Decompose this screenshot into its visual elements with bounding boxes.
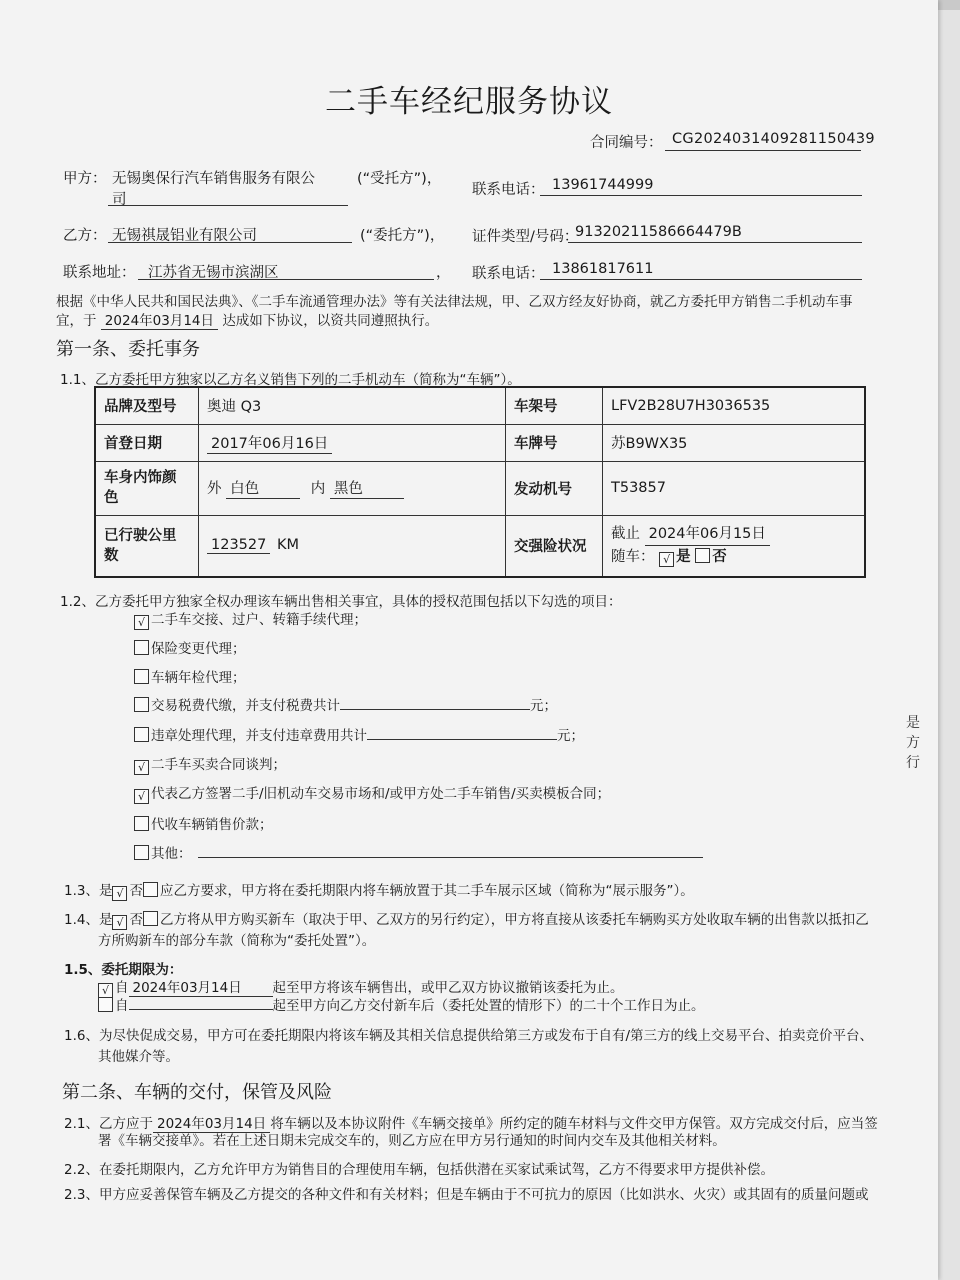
term-option-1-text: 起至甲方将该车辆售出，或甲乙双方协议撤销该委托为止。 <box>272 980 624 996</box>
auth-item-suffix: 元； <box>530 698 557 714</box>
auth-item-text: 二手车交接、过户、转籍手续代理； <box>151 612 367 628</box>
party-a-underline <box>108 205 348 206</box>
clause-1-2-intro: 1.2、乙方委托甲方独家全权办理该车辆出售相关事宜，具体的授权范围包括以下勾选的项目： <box>60 594 622 610</box>
int-color-value: 黑色 <box>330 477 404 499</box>
auth-item <box>134 842 703 862</box>
preamble-pre: 宜，于 <box>56 313 97 329</box>
plate-value: 苏B9WX35 <box>603 424 866 461</box>
auth-checkbox[interactable] <box>134 697 149 712</box>
mileage-unit: KM <box>276 537 299 554</box>
party-a-phone-label: 联系电话： <box>472 182 545 198</box>
auth-item <box>134 608 367 630</box>
party-b-id-value: 91320211586664479B <box>575 224 742 240</box>
mileage-value: 123527 <box>207 537 270 554</box>
int-color-prefix: 内 <box>310 481 326 497</box>
term-option-2 <box>98 994 705 1014</box>
with-car-row <box>611 546 856 568</box>
clause-2-1-post: 将车辆以及本协议附件《车辆交接单》所约定的随车材料与文件交甲方保管。双方完成交付后，应当签 <box>270 1116 878 1132</box>
auth-item-text: 代表乙方签署二手/旧机动车交易市场和/或甲方处二手车销售/买卖模板合同； <box>151 786 611 802</box>
clause-1-3-pre: 1.3、是 <box>64 883 113 899</box>
auth-item-text: 代收车辆销售价款； <box>151 817 273 833</box>
insurance-label: 交强险状况 <box>506 515 603 577</box>
term-from: 自 <box>115 998 129 1014</box>
clause-1-4-yes-checkbox[interactable]: √ <box>112 915 127 930</box>
clause-1-6-line1: 1.6、为尽快促成交易，甲方可在委托期限内将该车辆及其相关信息提供给第三方或发布于自有/第三方的线上交易平台、拍卖竞价平台、 <box>64 1028 874 1044</box>
other-blank[interactable] <box>198 843 703 858</box>
clause-1-3-mid: 否 <box>129 883 143 899</box>
mileage-label: 已行驶公里数 <box>95 515 199 577</box>
party-b-label: 乙方： <box>63 228 107 244</box>
contract-number-underline <box>665 150 861 151</box>
color-cell <box>199 461 506 515</box>
preamble-line2 <box>56 309 438 330</box>
party-b-id-label: 证件类型/号码： <box>472 229 579 245</box>
party-b-address-comma: ， <box>436 265 451 281</box>
contract-number-label: 合同编号： <box>590 135 663 151</box>
vin-value: LFV2B28U7H3036535 <box>603 387 866 424</box>
vin-label: 车架号 <box>506 387 603 424</box>
party-b-phone-label: 联系电话： <box>472 266 545 282</box>
table-row <box>95 461 865 515</box>
mileage-cell <box>199 515 506 577</box>
auth-item <box>134 813 273 833</box>
with-car-yes-checkbox[interactable]: √ <box>659 552 674 567</box>
clause-1-3-yes-checkbox[interactable]: √ <box>112 886 127 901</box>
clause-2-2: 2.2、在委托期限内，乙方允许甲方为销售目的合理使用车辆，包括供潜在买家试乘试驾，乙方不得要求甲方提供补偿。 <box>64 1162 774 1178</box>
brand-value: 奥迪 Q3 <box>199 387 506 424</box>
clause-1-1: 1.1、乙方委托甲方独家以乙方名义销售下列的二手机动车（简称为“车辆”）。 <box>60 372 521 388</box>
party-b-role: (“委托方”)， <box>360 228 445 244</box>
party-a-phone-underline <box>540 195 862 196</box>
insurance-cell <box>603 515 866 577</box>
clause-1-5-heading: 1.5、委托期限为： <box>64 962 183 978</box>
with-car-no-label: 否 <box>712 549 727 566</box>
with-car-label: 随车： <box>611 549 655 566</box>
auth-checkbox[interactable]: √ <box>134 789 149 804</box>
section-1-heading: 第一条、委托事务 <box>56 339 200 360</box>
auth-item <box>134 753 286 775</box>
clause-1-4-no-checkbox[interactable] <box>143 911 158 926</box>
ext-color-value: 白色 <box>226 477 300 499</box>
clause-1-4-mid: 否 <box>129 912 143 928</box>
section-2-heading: 第二条、车辆的交付，保管及风险 <box>62 1082 332 1103</box>
tax-amount-blank[interactable] <box>340 695 530 710</box>
auth-item-suffix: 元； <box>557 728 584 744</box>
auth-item <box>134 637 246 657</box>
auth-checkbox[interactable] <box>134 816 149 831</box>
reg-date-label: 首登日期 <box>95 424 199 461</box>
term-start-date: 2024年03月14日 <box>129 976 273 997</box>
term-option-2-checkbox[interactable] <box>98 997 113 1012</box>
delivery-date: 2024年03月14日 <box>153 1112 270 1133</box>
auth-checkbox[interactable]: √ <box>134 760 149 775</box>
auth-item <box>134 782 610 804</box>
contract-number: CG2024031409281150439 <box>672 131 875 147</box>
clause-1-3 <box>64 879 694 901</box>
auth-checkbox[interactable] <box>134 640 149 655</box>
brand-label: 品牌及型号 <box>95 387 199 424</box>
clause-1-3-post: 应乙方要求，甲方将在委托期限内将车辆放置于其二手车展示区域（简称为“展示服务”）。 <box>159 883 694 899</box>
party-b-address-label: 联系地址： <box>63 265 136 281</box>
party-a-phone: 13961744999 <box>552 177 654 193</box>
auth-item-text: 违章处理代理，并支付违章费用共计 <box>151 728 367 744</box>
clause-1-3-no-checkbox[interactable] <box>143 882 158 897</box>
auth-item <box>134 724 584 744</box>
auth-item-text: 其他： <box>151 846 192 862</box>
clause-1-4-post: 乙方将从甲方购买新车（取决于甲、乙双方的另行约定），甲方将直接从该委托车辆购买方处收取车辆的出售款以抵扣乙 <box>159 912 869 928</box>
clause-1-4-pre: 1.4、是 <box>64 912 113 928</box>
table-row <box>95 424 865 461</box>
document-title: 二手车经纪服务协议 <box>325 84 613 120</box>
table-row <box>95 515 865 577</box>
margin-char: 行 <box>906 755 920 771</box>
auth-checkbox[interactable]: √ <box>134 615 149 630</box>
party-a-label: 甲方： <box>63 171 107 187</box>
auth-checkbox[interactable] <box>134 669 149 684</box>
plate-label: 车牌号 <box>506 424 603 461</box>
auth-item-text: 二手车买卖合同谈判； <box>151 757 286 773</box>
auth-item <box>134 666 246 686</box>
with-car-yes-label: 是 <box>676 549 691 566</box>
insurance-expiry <box>611 523 856 546</box>
auth-item-text: 保险变更代理； <box>151 641 246 657</box>
auth-checkbox[interactable] <box>134 845 149 860</box>
clause-2-1-line2: 署《车辆交接单》。若在上述日期未完成交车的，则乙方应在甲方另行通知的时间内交车及其他相关材料。 <box>98 1133 726 1149</box>
auth-checkbox[interactable] <box>134 727 149 742</box>
term-option-1-checkbox[interactable]: √ <box>98 983 113 998</box>
clause-2-3: 2.3、甲方应妥善保管车辆及乙方提交的各种文件和有关材料；但是车辆由于不可抗力的原因（比如洪水、火灾）或其固有的质量问题或 <box>64 1187 869 1203</box>
clause-1-4-line2: 方所购新车的部分车款（简称为“委托处置”）。 <box>98 933 376 949</box>
party-b-address-underline <box>138 279 434 280</box>
party-b-address: 江苏省无锡市滨湖区 <box>148 265 279 281</box>
engine-label: 发动机号 <box>506 461 603 515</box>
color-label: 车身内饰颜色 <box>95 461 199 515</box>
engine-value: T53857 <box>603 461 866 515</box>
term-option-2-date-blank[interactable] <box>129 995 273 1010</box>
table-row <box>95 387 865 424</box>
insurance-date: 2024年06月15日 <box>645 523 770 546</box>
agreement-date: 2024年03月14日 <box>101 309 218 330</box>
party-b-name: 无锡祺晟铝业有限公司 <box>112 228 257 244</box>
party-b-phone-underline <box>540 279 862 280</box>
clause-2-1-pre: 2.1、乙方应于 <box>64 1116 153 1132</box>
party-a-name-line2: 司 <box>112 192 127 208</box>
reg-date-value: 2017年06月16日 <box>207 432 332 454</box>
party-a-name-line1: 无锡奥保行汽车销售服务有限公 <box>112 171 315 187</box>
term-from: 自 <box>115 980 129 996</box>
with-car-no-checkbox[interactable] <box>695 548 710 563</box>
vehicle-table <box>94 386 866 578</box>
ext-color-prefix: 外 <box>207 481 222 497</box>
insurance-prefix: 截止 <box>611 526 640 543</box>
auth-item-text: 车辆年检代理； <box>151 670 246 686</box>
auth-item-text: 交易税费代缴，并支付税费共计 <box>151 698 340 714</box>
auth-item <box>134 694 557 714</box>
party-b-underline <box>108 242 352 243</box>
preamble-line1: 根据《中华人民共和国民法典》、《二手车流通管理办法》等有关法律法规，甲、乙双方经友好协商，就乙方委托甲方销售二手机动车事 <box>56 294 853 310</box>
preamble-post: 达成如下协议，以资共同遵照执行。 <box>222 313 439 329</box>
party-b-phone: 13861817611 <box>552 261 654 277</box>
clause-1-6-line2: 其他媒介等。 <box>98 1049 179 1065</box>
margin-char: 方 <box>906 735 920 751</box>
party-a-role: (“受托方”)， <box>357 171 442 187</box>
clause-1-4 <box>64 908 869 930</box>
term-option-2-text: 起至甲方向乙方交付新车后（委托处置的情形下）的二十个工作日为止。 <box>272 998 705 1014</box>
reg-date-cell <box>199 424 506 461</box>
party-b-id-underline <box>568 242 862 243</box>
violation-amount-blank[interactable] <box>367 725 557 740</box>
margin-char: 是 <box>906 715 920 731</box>
